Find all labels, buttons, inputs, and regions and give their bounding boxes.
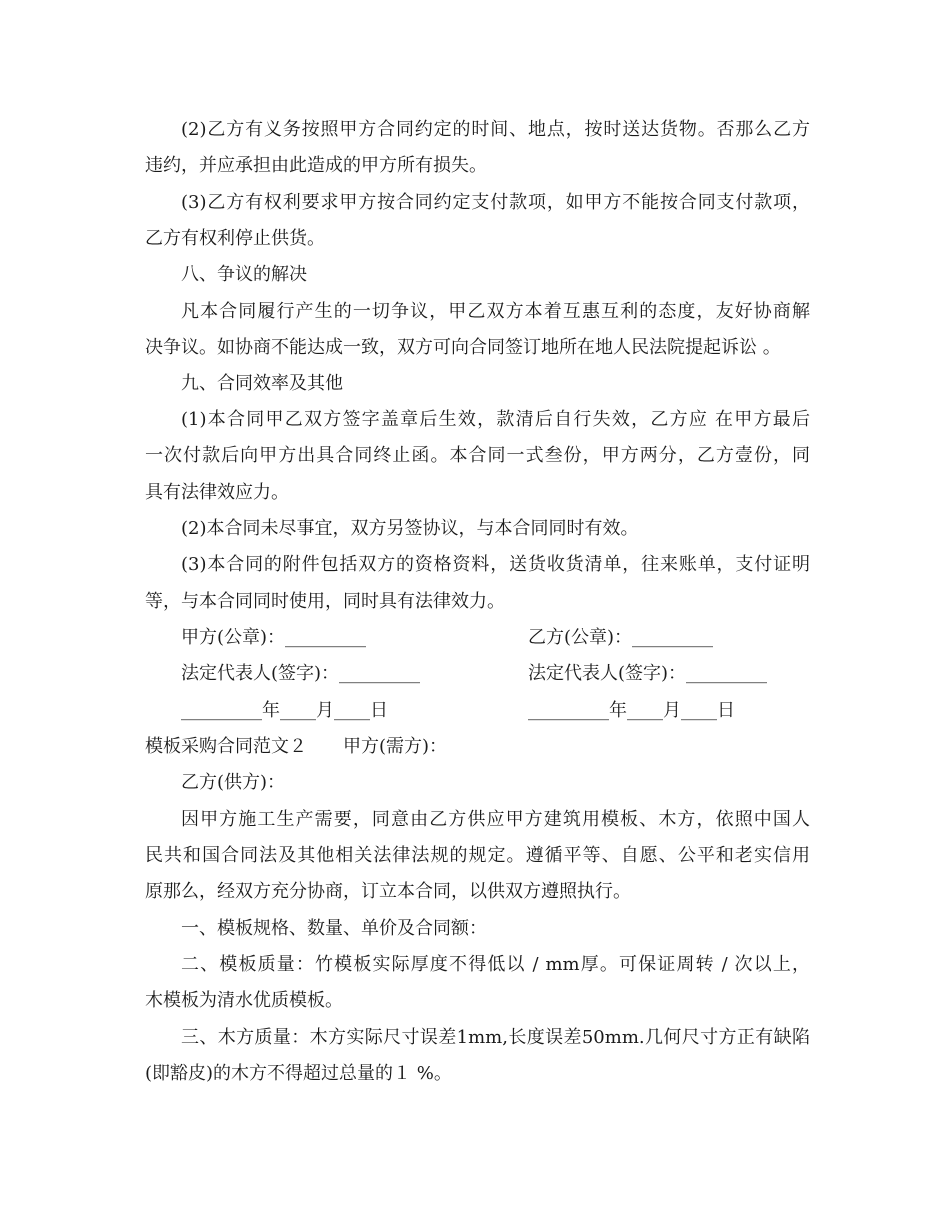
clause-7-3-line-1: (3)乙方有权利要求甲方按合同约定支付款项，如甲方不能按合同支付款项， (181, 192, 810, 213)
contract-2-section-1: 一、模板规格、数量、单价及合同额： (181, 918, 487, 939)
clause-7-3-line-2: 乙方有权利停止供货。 (145, 228, 325, 249)
contract-2-section-3-line-1: 三、木方质量：木方实际尺寸误差1mm,长度误差50mm.几何尺寸方正有缺陷 (181, 1027, 810, 1048)
contract-2-title: 模板采购合同范文２ 甲方(需方)： (145, 736, 448, 757)
contract-2-intro-line-1: 因甲方施工生产需要，同意由乙方供应甲方建筑用模板、木方，依照中国人 (181, 809, 810, 830)
section-8-heading: 八、争议的解决 (181, 264, 307, 285)
party-a-seal: 甲方(公章)：_________ (181, 627, 367, 648)
clause-9-1-line-1: (1)本合同甲乙双方签字盖章后生效，款清后自行失效，乙方应 在甲方最后 (181, 409, 810, 430)
contract-2-section-2-line-1: 二、模板质量：竹模板实际厚度不得低以 / mm厚。可保证周转 / 次以上， (181, 954, 810, 975)
dispute-line-2: 决争议。如协商不能达成一致，双方可向合同签订地所在地人民法院提起诉讼 。 (145, 337, 781, 358)
clause-9-2: (2)本合同未尽事宜，双方另签协议，与本合同同时有效。 (181, 518, 639, 539)
clause-7-2-line-1: (2)乙方有义务按照甲方合同约定的时间、地点，按时送达货物。否那么乙方 (181, 119, 810, 140)
clause-9-3-line-1: (3)本合同的附件包括双方的资格资料，送货收货清单，往来账单，支付证明 (181, 554, 810, 575)
contract-2-party-b: 乙方(供方)： (181, 772, 286, 793)
contract-2-section-3-line-2: (即豁皮)的木方不得超过总量的１ %。 (145, 1063, 452, 1084)
clause-9-3-line-2: 等，与本合同同时使用，同时具有法律效力。 (145, 591, 505, 612)
clause-9-1-line-2: 一次付款后向甲方出具合同终止函。本合同一式叁份，甲方两分，乙方壹份，同 (145, 445, 810, 466)
party-b-date: _________年____月____日 (528, 700, 735, 721)
party-b-seal: 乙方(公章)：_________ (528, 627, 714, 648)
clause-9-1-line-3: 具有法律效应力。 (145, 482, 289, 503)
party-a-date: _________年____月____日 (181, 700, 388, 721)
section-9-heading: 九、合同效率及其他 (181, 373, 343, 394)
party-a-representative: 法定代表人(签字)：_________ (181, 663, 421, 684)
contract-2-intro-line-2: 民共和国合同法及其他相关法律法规的规定。遵循平等、自愿、公平和老实信用 (145, 845, 810, 866)
dispute-line-1: 凡本合同履行产生的一切争议，甲乙双方本着互惠互利的态度，友好协商解 (181, 301, 810, 322)
contract-2-intro-line-3: 原那么，经双方充分协商，订立本合同，以供双方遵照执行。 (145, 881, 631, 902)
contract-2-section-2-line-2: 木模板为清水优质模板。 (145, 990, 343, 1011)
clause-7-2-line-2: 违约，并应承担由此造成的甲方所有损失。 (145, 155, 487, 176)
party-b-representative: 法定代表人(签字)：_________ (528, 663, 768, 684)
